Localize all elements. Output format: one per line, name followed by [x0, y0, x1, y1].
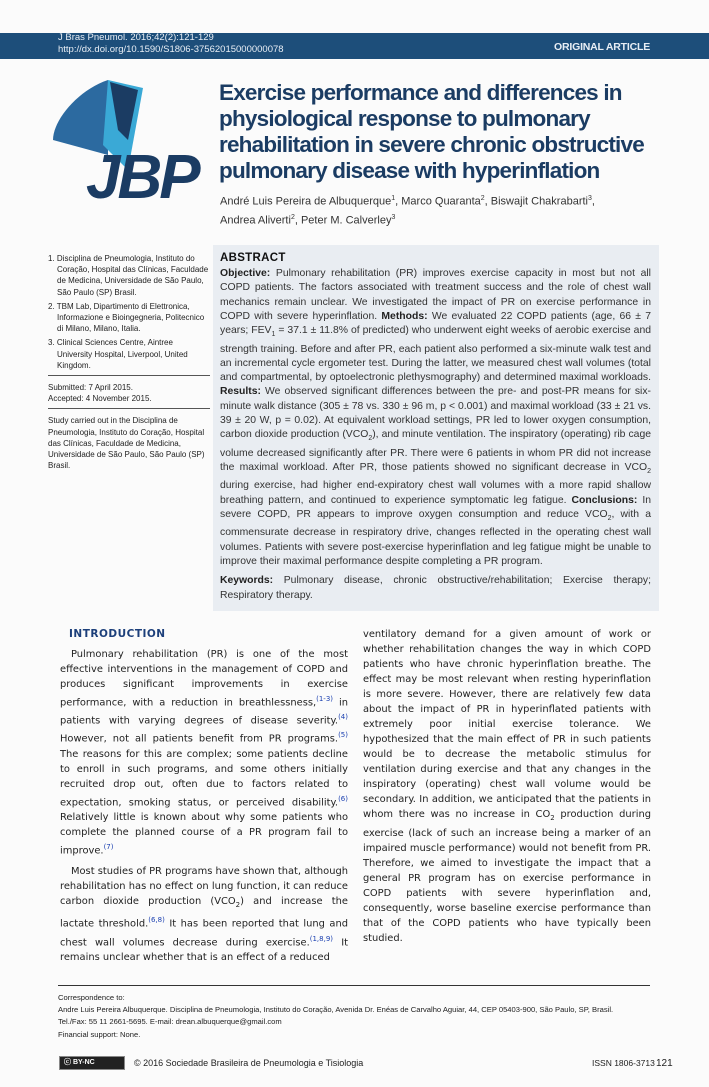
article-type: ORIGINAL ARTICLE — [554, 41, 650, 53]
section-label: Conclusions: — [571, 494, 638, 506]
financial-support: Financial support: None. — [58, 1029, 141, 1039]
svg-text:JBP: JBP — [86, 143, 198, 210]
correspondence-label: Correspondence to: — [58, 992, 125, 1002]
text-run: We observed significant differences between the pre- and post-PR means for six-minute walk distance (305 ± 78 vs. 330 ± 96 m, p < 0.001) and maximal workload (33 ± 21 vs. 39 ± 20 W, p = 0.02). At equivalent workload settings, PR led to lower oxygen consumption, carbon dioxide production (VCO — [220, 386, 651, 441]
section-label: Results: — [220, 386, 261, 398]
author-name: André Luis Pereira de Albuquerque — [220, 195, 392, 208]
doi-link[interactable]: http://dx.doi.org/10.1590/S1806-37562015000000078 — [58, 44, 284, 55]
citation-link[interactable]: (1,8,9) — [309, 934, 334, 943]
divider — [48, 375, 210, 376]
text-run: in patients with varying degrees of disease severity. — [60, 697, 348, 727]
subscript: 2 — [550, 813, 555, 822]
article-title: Exercise performance and differences in physiological response to pulmonary rehabilitation in severe chronic obstructive pulmonary disease with hyperinflation — [219, 80, 644, 183]
section-label: Methods: — [381, 310, 428, 322]
text-run: However, not all patients benefit from PR programs. — [60, 733, 339, 745]
text-run: It remains unclear whether that is an effect of a reduced — [60, 936, 348, 963]
footer-bottom-row — [58, 1055, 673, 1071]
text-run: Pulmonary disease, chronic obstructive/rehabilitation; Exercise therapy; Respiratory therapy. — [220, 575, 651, 601]
affiliations-sidebar — [48, 253, 210, 471]
correspondence-block — [58, 992, 658, 1041]
intro-paragraph-continued — [363, 627, 651, 946]
citation-link[interactable]: (6) — [338, 794, 348, 803]
intro-column-left — [60, 627, 348, 971]
jbp-logo — [48, 70, 208, 210]
text-run: during exercise, had higher end-expiratory chest wall volumes with a more rapid shallow breathing pattern, and continued to experience symptomatic leg fatigue. — [220, 480, 651, 506]
citation-link[interactable]: (4) — [338, 713, 348, 722]
subscript: 2 — [235, 901, 241, 910]
text-run: ventilatory demand for a given amount of work or whether rehabilitation changes the way in which COPD patients who have chronic hyperinflation breathe. The effect may be most relevant when resting hyperinflation is more severe. However, there are relatively few data about the impact of PR in hyperinflated patients with extremely poor initial exercise tolerance. We hypothesized that the main effect of PR in such patients would be to decrease the metabolic stimulus for ventilation during exercise and that any changes in the inspiratory (operating) chest wall volume would be secondary. In addition, we anticipated that the patients in whom there was no increase in CO — [363, 628, 651, 820]
citation-link[interactable]: (7) — [103, 843, 114, 852]
text-run: production during exercise (lack of such an increase being a marker of an impaired muscle performance) would not benefit from PR. Therefore, we aimed to investigate the impact that a general PR program has on exercise performance in COPD patients with severe hyperinflation and, consequently, worse baseline exercise performance than that of the COPD patients who have typically been studied. — [363, 808, 651, 944]
journal-citation: J Bras Pneumol. 2016;42(2):121-129 — [58, 32, 214, 43]
cc-icon: ⓒ — [64, 1059, 73, 1067]
text-run: The reasons for this are complex; some patients decline to enroll in such programs, and some others initially recruited drop out, often due to factors related to expectation, smoking status, or perceived disability. — [60, 748, 348, 809]
section-label: Keywords: — [220, 575, 274, 587]
text-run: Relatively little is known about why some patients who complete the planned course of a PR program fail to improve. — [60, 812, 348, 857]
abstract-body — [220, 267, 651, 569]
citation-link[interactable]: (1-3) — [316, 694, 334, 703]
text-run: Most studies of PR programs have shown that, although rehabilitation has no effect on lung function, it can reduce carbon dioxide production (VCO — [60, 866, 348, 908]
abstract-box — [213, 245, 659, 611]
citation-link[interactable]: (6,8) — [148, 916, 165, 925]
affiliation-item: 2. TBM Lab, Dipartimento di Elettronica, Informazione e Bioingegneria, Politecnico di Milano, Milano, Italia. — [48, 301, 205, 334]
text-run: Pulmonary rehabilitation (PR) improves exercise capacity in most but not all COPD patients. The factors associated with treatment success and the role of chest wall mechanics remain unclear. We investigated the impact of PR on exercise performance in COPD with severe hyperinflation. — [220, 268, 651, 322]
author-affiliation-mark: 3 — [587, 195, 592, 202]
author-name: Marco Quaranta — [401, 195, 481, 208]
article-body — [0, 245, 709, 1087]
cc-license-badge[interactable] — [59, 1056, 125, 1070]
text-run: = 37.1 ± 11.8% of predicted) who underwent eight weeks of aerobic exercise and strength training. Before and after PR, each patient also performed a six-minute walk test and an incremental cycle ergometer test. During the latter, we measured chest wall volumes (total and compartmental, by optoelectronic plethysmography) and determined maximal workloads. — [220, 325, 651, 384]
intro-paragraph — [60, 647, 348, 858]
author-name: Peter M. Calverley — [300, 214, 392, 227]
text-run: We evaluated 22 COPD patients (age, 66 ± 7 years; FEV — [220, 310, 651, 337]
introduction-heading: INTRODUCTION — [69, 627, 166, 640]
author-affiliation-mark: 2 — [480, 195, 485, 202]
section-label: Objective: — [220, 268, 271, 279]
license-text: BY-NC — [72, 1059, 95, 1067]
study-location: Study carried out in the Disciplina de Pneumologia, Instituto do Coração, Hospital das Clínicas, Faculdade de Medicina, Universidade de São Paulo, São Paulo (SP) Brasil. — [48, 416, 205, 471]
affiliation-item: 3. Clinical Sciences Centre, Aintree University Hospital, Liverpool, United Kingdom. — [48, 338, 188, 370]
divider — [48, 408, 210, 409]
citation-link[interactable]: (5) — [338, 731, 348, 740]
subscript: 1 — [271, 331, 276, 339]
text-run: ) and increase the lactate threshold. — [60, 896, 348, 930]
text-run: In severe COPD, PR appears to improve oxygen consumption and reduce VCO — [220, 494, 651, 520]
keywords — [220, 574, 651, 603]
submitted-date: Submitted: 7 April 2015. — [48, 383, 133, 393]
text-run: It has been reported that lung and chest wall volumes decrease during exercise. — [60, 918, 348, 948]
author-list: André Luis Pereira de Albuquerque$^1$, Marco Quaranta$^2$, Biswajit Chakrabarti$^3$, Andrea Aliverti$^2$, Peter M. Calverley$^3$ — [220, 195, 595, 227]
page-footer — [58, 985, 673, 1071]
text-run: Pulmonary rehabilitation (PR) is one of the most effective interventions in the management of COPD and produces significant improvements in exercise performance, with a reduction in breathlessness, — [60, 648, 348, 709]
author-affiliation-mark: 3 — [391, 213, 396, 221]
text-run: ), and minute ventilation. The inspiratory (operating) rib cage volume decreased significantly after PR. There were 6 patients in whom PR did not increase the maximal workload. After PR, those patients showed no significant decrease in VCO — [220, 429, 652, 474]
subscript: 2 — [607, 515, 612, 523]
accepted-date: Accepted: 4 November 2015. — [48, 394, 152, 404]
copyright: © 2016 Sociedade Brasileira de Pneumologia e Tisiologia — [134, 1058, 364, 1069]
footer-divider — [58, 985, 650, 986]
abstract-heading: ABSTRACT — [220, 252, 286, 264]
subscript: 2 — [647, 468, 651, 476]
correspondence-address: Andre Luis Pereira Albuquerque. Disciplina de Pneumologia, Instituto do Coração, Avenida Dr. Enéas de Carvalho Aguiar, 44, CEP 05403-900, São Paulo, SP, Brasil. — [58, 1005, 614, 1015]
issn: ISSN 1806-3713 — [592, 1058, 655, 1069]
author-name: Andrea Aliverti — [220, 214, 291, 227]
page-number: 121 — [656, 1057, 673, 1069]
correspondence-contact: Tel./Fax: 55 11 2661-5695. E-mail: drean.albuquerque@gmail.com — [58, 1017, 282, 1027]
affiliation-item: 1. Disciplina de Pneumologia, Instituto do Coração, Hospital das Clínicas, Faculdade de Medicina, Universidade de São Paulo, São Paulo (SP) Brasil. — [48, 254, 209, 297]
author-affiliation-mark: 2 — [290, 213, 295, 221]
intro-column-right — [363, 627, 651, 952]
text-run: , with a commensurate decrease in respiratory drive, changes reflected in the operating chest wall volumes. Patients with severe post-exercise hyperinflation and leg fatigue might be unable to improve their maximal performance despite completing a PR program. — [220, 508, 651, 567]
intro-paragraph — [60, 864, 348, 965]
journal-header-bar — [0, 33, 709, 59]
subscript: 2 — [368, 435, 373, 443]
introduction-section — [60, 627, 651, 971]
author-name: Biswajit Chakrabarti — [490, 195, 588, 208]
front-matter-row — [0, 245, 709, 611]
author-affiliation-mark: 1 — [391, 195, 396, 202]
